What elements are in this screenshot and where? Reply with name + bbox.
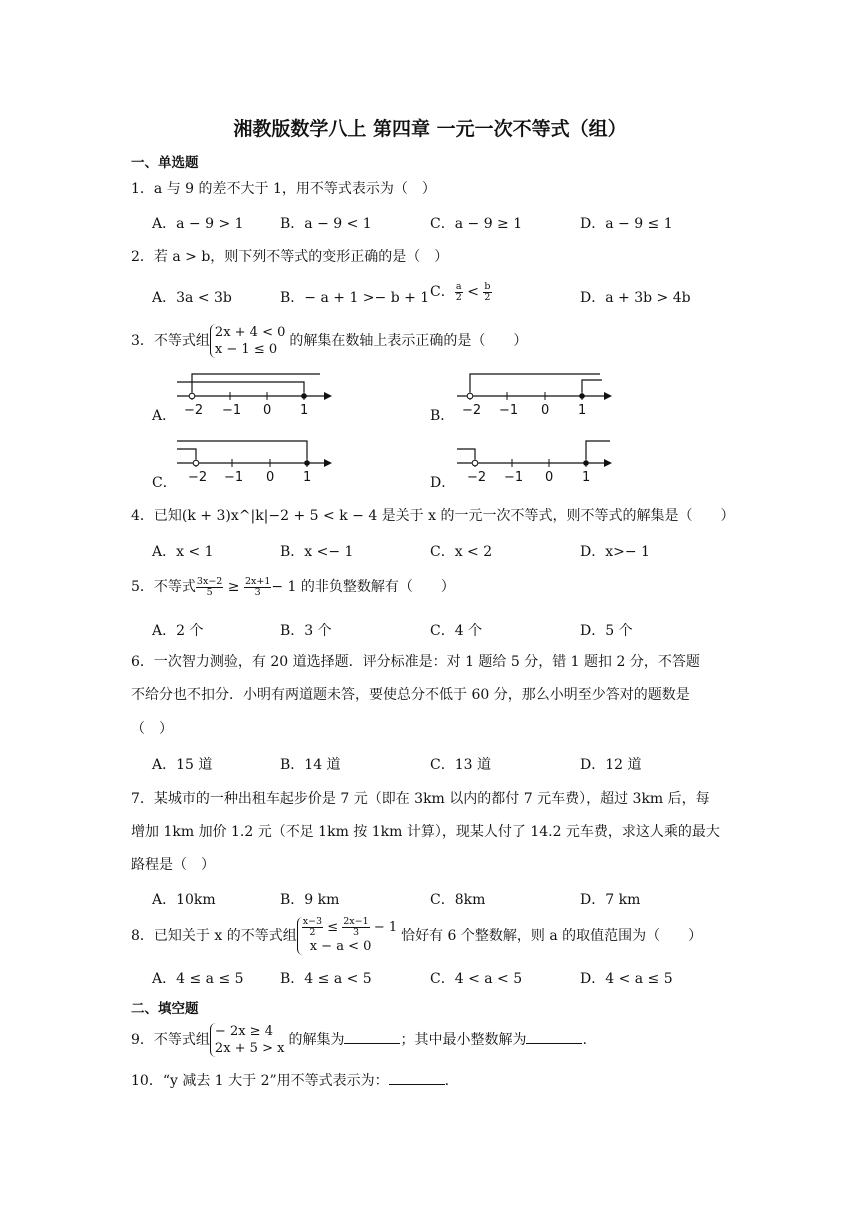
question-2-option-c[interactable]: C． $\frac{a}{2}$ < $\frac{b}{2}$: [430, 280, 491, 303]
page-title: 湘教版数学八上 第四章 一元一次不等式（组）: [233, 118, 627, 140]
number-line-c[interactable]: [172, 437, 342, 487]
number-line-a[interactable]: [172, 370, 342, 420]
answer-blank-3[interactable]: [389, 1070, 445, 1085]
question-5-option-c[interactable]: C．4 个: [430, 623, 483, 639]
question-2-option-b[interactable]: B．− a + 1 >− b + 1: [280, 290, 430, 306]
question-6-option-d[interactable]: D．12 道: [580, 757, 642, 773]
question-1-option-d[interactable]: D．a − 9 ≤ 1: [580, 216, 673, 232]
question-6-option-b[interactable]: B．14 道: [280, 757, 341, 773]
question-7-option-c[interactable]: C．8km: [430, 892, 486, 908]
inequality-system: − 2x ≥ 4 2x + 5 > x: [210, 1023, 289, 1057]
question-3-stem: 3．不等式组 2x + 4 < 0 x − 1 ≤ 0 的解集在数轴上表示正确的是（ ）: [131, 325, 528, 357]
question-1-option-a[interactable]: A．a − 9 > 1: [152, 216, 244, 232]
question-1-option-c[interactable]: C．a − 9 ≥ 1: [430, 216, 523, 232]
question-7-option-d[interactable]: D．7 km: [580, 892, 641, 908]
question-5-option-a[interactable]: A．2 个: [152, 623, 204, 639]
question-4-option-c[interactable]: C．x < 2: [430, 544, 493, 560]
question-6-option-c[interactable]: C．13 道: [430, 757, 491, 773]
inequality-system: $\frac{x-3}{2}$ ≤ $\frac{2x-1}{3}$ − 1 x − a < 0: [297, 917, 401, 955]
question-6-line-3: （ ）: [131, 721, 173, 737]
question-7-line-3: 路程是（ ）: [131, 857, 215, 873]
tick-label: 1: [582, 470, 591, 485]
tick-label: −2: [467, 470, 487, 485]
tick-label: −1: [499, 403, 519, 418]
question-4-stem: 4．已知(k + 3)x^|k|−2 + 5 < k − 4 是关于 x 的一元一次不等式，则不等式的解集是（ ）: [131, 508, 735, 524]
tick-label: −2: [462, 403, 482, 418]
question-8-option-b[interactable]: B．4 ≤ a < 5: [280, 971, 372, 987]
answer-blank-1[interactable]: [344, 1029, 400, 1044]
number-line-b[interactable]: [452, 370, 622, 420]
question-7-line-1: 7．某城市的一种出租车起步价是 7 元（即在 3km 以内的都付 7 元车费），超过 3km 后，每: [131, 791, 710, 807]
section-heading-fill-in: 二、填空题: [131, 1001, 199, 1017]
question-5-option-d[interactable]: D．5 个: [580, 623, 633, 639]
question-5-stem: 5．不等式 $\frac{3x-2}{5}$ ≥ $\frac{2x+1}{3}$ − 1 的非负整数解有（ ）: [131, 575, 455, 598]
tick-label: 1: [578, 403, 587, 418]
tick-label: 0: [541, 403, 550, 418]
question-2-stem: 2．若 a > b，则下列不等式的变形正确的是（ ）: [131, 249, 449, 265]
tick-label: −2: [188, 470, 208, 485]
tick-label: −1: [504, 470, 524, 485]
tick-label: 1: [303, 470, 312, 485]
question-6-option-a[interactable]: A．15 道: [152, 757, 213, 773]
tick-label: 0: [266, 470, 275, 485]
section-heading-single-choice: 一、单选题: [131, 155, 199, 171]
question-8-option-d[interactable]: D．4 < a ≤ 5: [580, 971, 673, 987]
question-7-line-2: 增加 1km 加价 1.2 元（不足 1km 按 1km 计算），现某人付了 14.2 元车费，求这人乘的最大: [131, 824, 720, 840]
question-10-stem: 10．“y 减去 1 大于 2”用不等式表示为： .: [131, 1070, 731, 1092]
question-9-stem: 9．不等式组 − 2x ≥ 4 2x + 5 > x 的解集为 ；其中最小整数解为 .: [131, 1024, 587, 1056]
question-2-option-d[interactable]: D．a + 3b > 4b: [580, 290, 691, 306]
question-2-option-a[interactable]: A．3a < 3b: [152, 290, 232, 306]
question-8-option-c[interactable]: C．4 < a < 5: [430, 971, 523, 987]
question-7-option-a[interactable]: A．10km: [152, 892, 216, 908]
question-8-option-a[interactable]: A．4 ≤ a ≤ 5: [152, 971, 244, 987]
tick-label: −1: [222, 403, 242, 418]
tick-label: 0: [545, 470, 554, 485]
question-6-line-1: 6．一次智力测验，有 20 道选择题．评分标准是：对 1 题给 5 分，错 1 题扣 2 分，不答题: [131, 654, 700, 670]
question-3-option-b-label[interactable]: B．: [430, 408, 455, 424]
tick-label: −2: [184, 403, 204, 418]
question-6-line-2: 不给分也不扣分．小明有两道题未答，要使总分不低于 60 分，那么小明至少答对的题数是: [131, 687, 690, 703]
question-3-option-d-label[interactable]: D．: [430, 475, 456, 491]
inequality-system: 2x + 4 < 0 x − 1 ≤ 0: [210, 324, 289, 358]
question-4-option-d[interactable]: D．x>− 1: [580, 544, 650, 560]
tick-label: 0: [263, 403, 272, 418]
question-1-option-b[interactable]: B．a − 9 < 1: [280, 216, 372, 232]
question-3-option-c-label[interactable]: C．: [152, 475, 177, 491]
question-1-stem: 1．a 与 9 的差不大于 1，用不等式表示为（ ）: [131, 181, 436, 197]
question-8-stem: 8．已知关于 x 的不等式组 $\frac{x-3}{2}$ ≤ $\frac{2x-1}{3}$ − 1 x − a < 0 恰好有 6 个整数解，则 a 的取值范围为（ ）: [131, 916, 703, 954]
question-3-option-a-label[interactable]: A．: [152, 408, 177, 424]
tick-label: 1: [300, 403, 309, 418]
answer-blank-2[interactable]: [526, 1029, 582, 1044]
question-5-option-b[interactable]: B．3 个: [280, 623, 332, 639]
question-7-option-b[interactable]: B．9 km: [280, 892, 340, 908]
number-line-d[interactable]: [452, 437, 622, 487]
question-4-option-b[interactable]: B．x <− 1: [280, 544, 354, 560]
tick-label: −1: [224, 470, 244, 485]
question-4-option-a[interactable]: A．x < 1: [152, 544, 214, 560]
